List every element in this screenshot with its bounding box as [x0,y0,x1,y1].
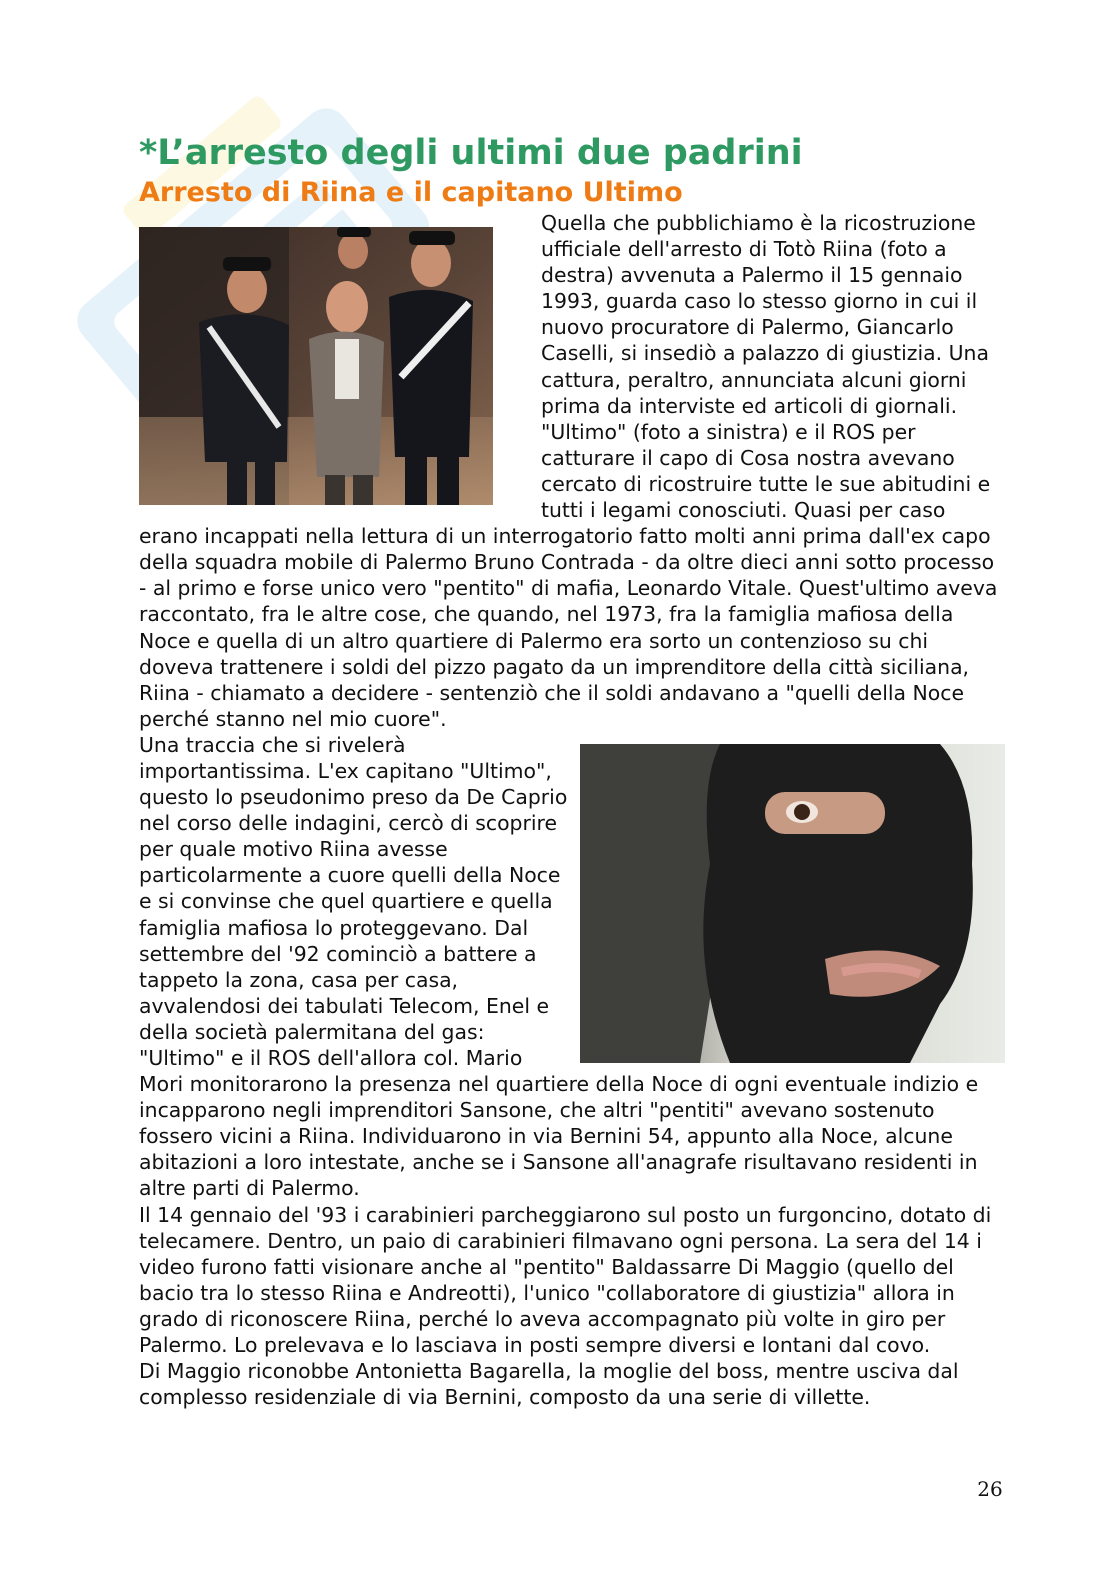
paragraph-1: Quella che pubblichiamo è la ricostruzione ufficiale dell'arresto di Totò Riina (foto a destra) avvenuta a Palermo il 15 gennaio 1993, guarda caso lo stesso giorno in cui il nuovo procuratore di Palermo, Giancarlo Caselli, si insediò a palazzo di giustizia. Una cattura, peraltro, annunciata alcuni giorni prima da interviste ed articoli di giornali. "Ultimo" (foto a sinistra) e il ROS per catturare il capo di Cosa nostra avevano cercato di ricostruire tutte le sue abitudini e tutti i legami conosciuti. Quasi per caso erano incappati nella lettura di un interrogatorio fatto molti anni prima dall'ex capo della squadra mobile di Palermo Bruno Contrada - da oltre dieci anni sotto processo - al primo e forse unico vero "pentito" di mafia, Leonardo Vitale. Quest'ultimo aveva raccontato, fra le altre cose, che quando, nel 1973, fra la famiglia mafiosa della Noce e quella di un altro quartiere di Palermo era sorto un contenzioso su chi doveva trattenere i soldi del pizzo pagato da un imprenditore della città siciliana, Riina - chiamato a decidere - sentenziò che il soldi andavano a "quelli della Noce perché stanno nel mio cuore". [139,211,998,731]
page-number: 26 [977,1477,1003,1501]
page-title: *L’arresto degli ultimi due padrini [139,133,803,173]
photo-arrest [139,227,493,505]
article-body [139,210,1005,1410]
paragraph-4: Di Maggio riconobbe Antonietta Bagarella, la moglie del boss, mentre usciva dal complesso residenziale di via Bernini, composto da una serie di villette. [139,1359,959,1410]
paragraph-2-text: Una traccia che si rivelerà importantissima. L'ex capitano "Ultimo", questo lo pseudonimo preso da De Caprio nel corso delle indagini, cercò di scoprire per quale motivo Riina avesse particolarmente a cuore quelli della Noce e si convinse che quel quartiere e quella famiglia mafiosa lo proteggevano. Dal settembre del '92 cominciò a battere a tappeto la zona, casa per casa, avvalendosi dei tabulati Telecom, Enel e della società palermitana del gas: "Ultimo" e il ROS dell'allora col. Mario Mori monitorarono la presenza nel quartiere della Noce di ogni eventuale indizio e incapparono negli imprenditori Sansone, che altri "pentiti" avevano sostenuto fossero vicini a Riina. Individuarono in via Bernini 54, appunto alla Noce, alcune abitazioni a loro intestate, anche se i Sansone all'anagrafe risultavano residenti in altre parti di Palermo. [139,732,979,1201]
paragraph-2 [139,732,1005,1202]
paragraph-3: Il 14 gennaio del '93 i carabinieri parcheggiarono sul posto un furgoncino, dotato di telecamere. Dentro, un paio di carabinieri filmavano ogni persona. La sera del 14 i video furono fatti visionare anche al "pentito" Baldassarre Di Maggio (quello del bacio tra lo stesso Riina e Andreotti), l'unico "collaboratore di giustizia" allora in grado di riconoscere Riina, perché lo aveva accompagnato più volte in giro per Palermo. Lo prelevava e lo lasciava in posti sempre diversi e lontani dal covo. [139,1202,992,1358]
page-subtitle: Arresto di Riina e il capitano Ultimo [139,177,683,208]
arrest-photo-icon [139,227,493,505]
photo-ultimo [580,744,1005,1063]
masked-officer-photo-icon [580,744,1005,1063]
